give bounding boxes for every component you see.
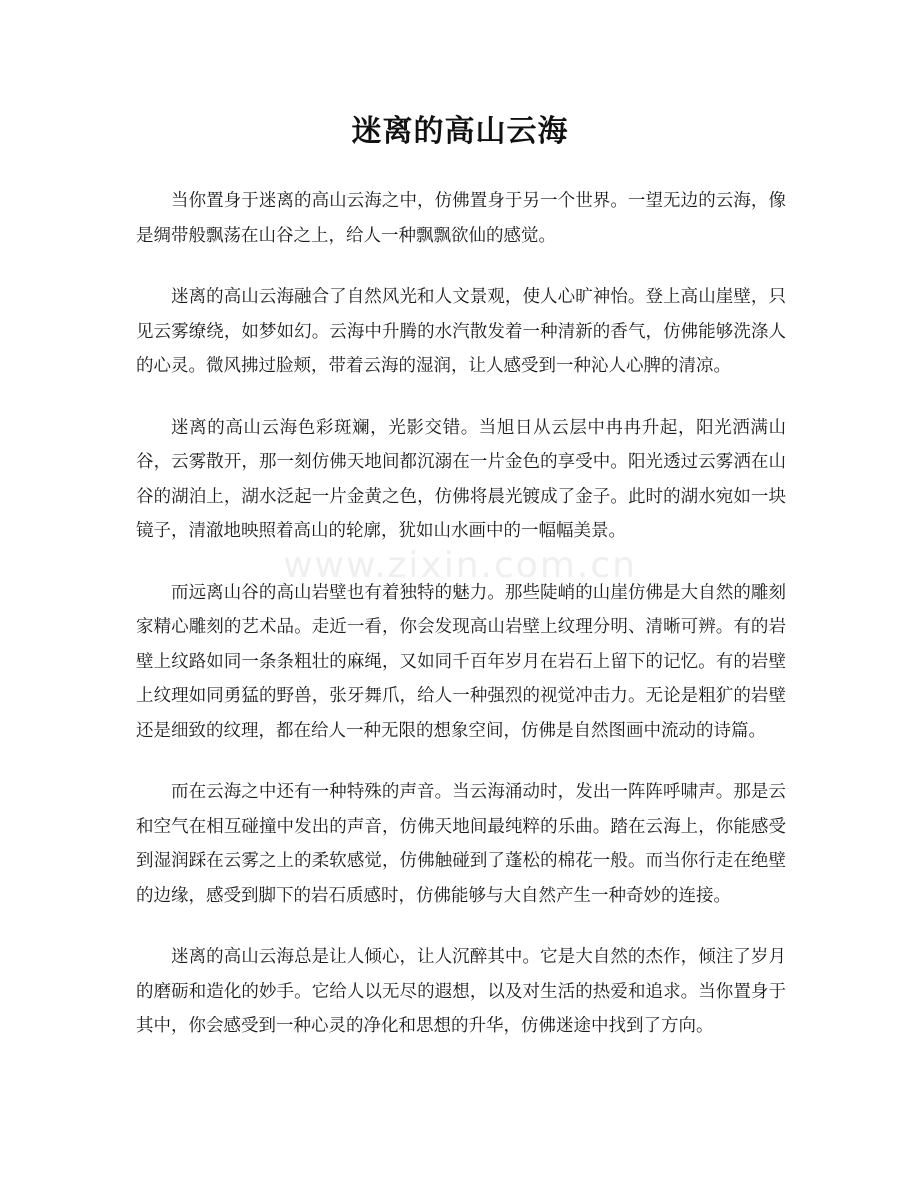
watermark: www.zixin.com.cn — [283, 545, 637, 586]
paragraph-1: 当你置身于迷离的高山云海之中，仿佛置身于另一个世界。一望无边的云海，像是绸带般飘荡在山谷之上，给人一种飘飘欲仙的感觉。 — [136, 191, 786, 246]
document-title: 迷离的高山云海 — [351, 114, 569, 149]
paragraph-3: 迷离的高山云海色彩斑斓，光影交错。当旭日从云层中冉冉升起，阳光洒满山谷，云雾散开，那一刻仿佛天地间都沉溺在一片金色的享受中。阳光透过云雾洒在山谷的湖泊上，湖水泛起一片金黄之色，仿佛将晨光镀成了金子。此时的湖水宛如一块镜子，清澈地映照着高山的轮廓，犹如山水画中的一幅幅美景。 — [136, 417, 786, 541]
paragraph-6: 迷离的高山云海总是让人倾心，让人沉醉其中。它是大自然的杰作，倾注了岁月的磨砺和造化的妙手。它给人以无尽的遐想，以及对生活的热爱和追求。当你置身于其中，你会感受到一种心灵的净化和思想的升华，仿佛迷途中找到了方向。 — [136, 947, 786, 1036]
document-body — [136, 184, 786, 1071]
paragraph-4: 而远离山谷的高山岩壁也有着独特的魅力。那些陡峭的山崖仿佛是大自然的雕刻家精心雕刻的艺术品。走近一看，你会发现高山岩壁上纹理分明、清晰可辨。有的岩壁上纹路如同一条条粗壮的麻绳，又如同千百年岁月在岩石上留下的记忆。有的岩壁上纹理如同勇猛的野兽，张牙舞爪，给人一种强烈的视觉冲击力。无论是粗犷的岩壁还是细致的纹理，都在给人一种无限的想象空间，仿佛是自然图画中流动的诗篇。 — [136, 582, 786, 741]
paragraph-5: 而在云海之中还有一种特殊的声音。当云海涌动时，发出一阵阵呼啸声。那是云和空气在相互碰撞中发出的声音，仿佛天地间最纯粹的乐曲。踏在云海上，你能感受到湿润踩在云雾之上的柔软感觉，仿佛触碰到了蓬松的棉花一般。而当你行走在绝壁的边缘，感受到脚下的岩石质感时，仿佛能够与大自然产生一种奇妙的连接。 — [136, 782, 786, 906]
paragraph-2: 迷离的高山云海融合了自然风光和人文景观，使人心旷神怡。登上高山崖壁，只见云雾缭绕，如梦如幻。云海中升腾的水汽散发着一种清新的香气，仿佛能够洗涤人的心灵。微风拂过脸颊，带着云海的湿润，让人感受到一种沁人心脾的清凉。 — [136, 287, 786, 376]
